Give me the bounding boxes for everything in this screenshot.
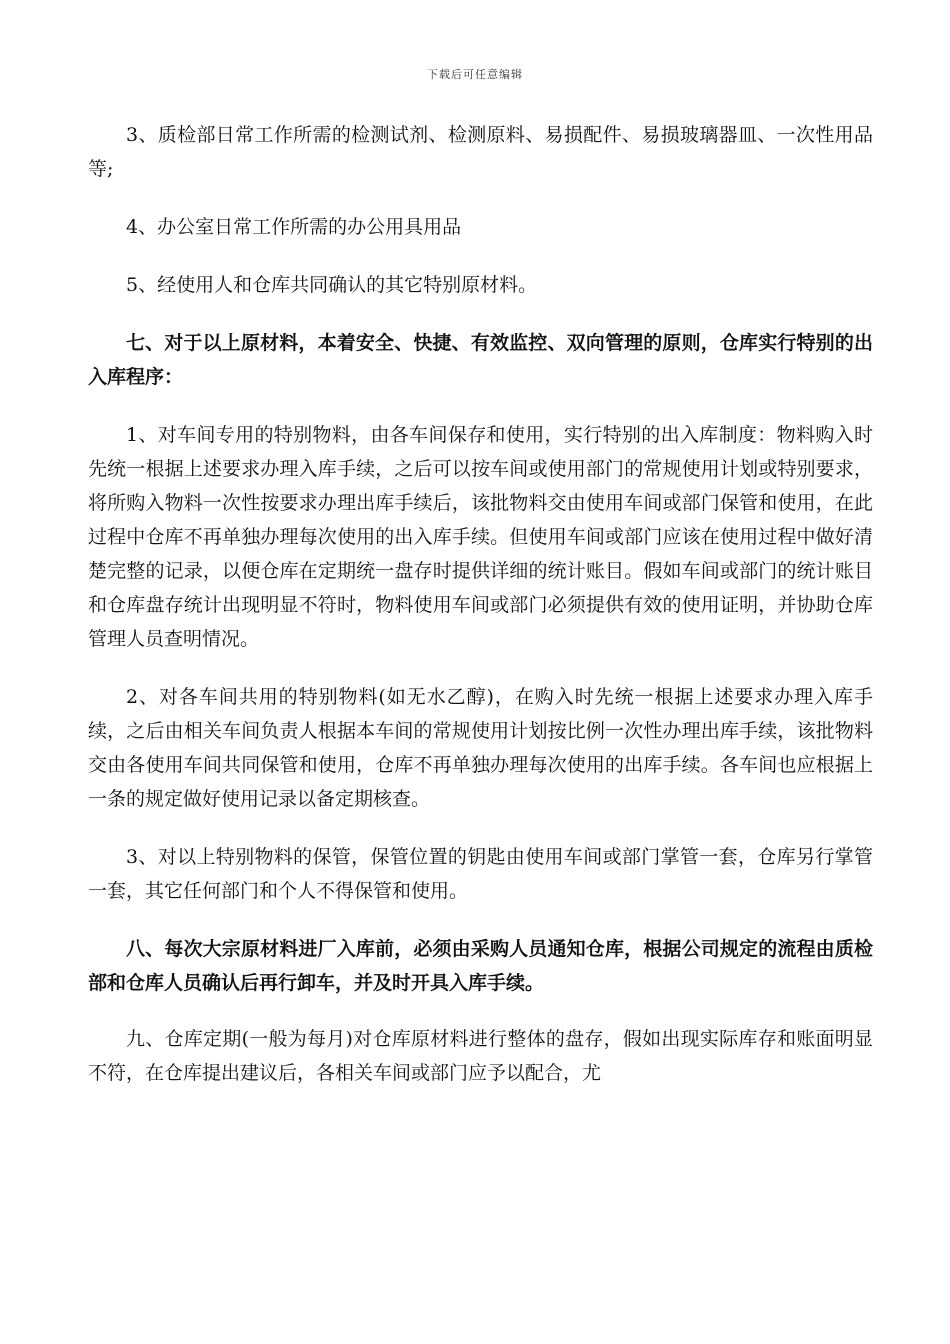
document-body [88, 118, 873, 1114]
paragraph-workshop-dedicated: 1、对车间专用的特别物料，由各车间保存和使用，实行特别的出入库制度：物料购入时先统一根据上述要求办理入库手续，之后可以按车间或使用部门的常规使用计划或特别要求，将所购入物料一次性按要求办理出库手续后，该批物料交由使用车间或部门保管和使用，在此过程中仓库不再单独办理每次使用的出入库手续。但使用车间或部门应该在使用过程中做好清楚完整的记录，以便仓库在定期统一盘存时提供详细的统计账目。假如车间或部门的统计账目和仓库盘存统计出现明显不符时，物料使用车间或部门必须提供有效的使用证明，并协助仓库管理人员查明情况。 [88, 424, 873, 650]
paragraph-section-nine: 九、仓库定期(一般为每月)对仓库原材料进行整体的盘存，假如出现实际库存和账面明显不符，在仓库提出建议后，各相关车间或部门应予以配合，尤 [88, 1028, 873, 1084]
paragraph-item-4: 4、办公室日常工作所需的办公用具用品 [126, 216, 462, 238]
section-heading-seven: 七、对于以上原材料，本着安全、快捷、有效监控、双向管理的原则，仓库实行特别的出入库程序： [88, 332, 873, 388]
paragraph-item-5: 5、经使用人和仓库共同确认的其它特别原材料。 [126, 274, 538, 296]
paragraph-workshop-shared: 2、对各车间共用的特别物料(如无水乙醇)，在购入时先统一根据上述要求办理入库手续，之后由相关车间负责人根据本车间的常规使用计划按比例一次性办理出库手续，该批物料交由各使用车间共同保管和使用，仓库不再单独办理每次使用的出库手续。各车间也应根据上一条的规定做好使用记录以备定期核查。 [88, 686, 873, 810]
paragraph-key-custody: 3、对以上特别物料的保管，保管位置的钥匙由使用车间或部门掌管一套，仓库另行掌管一套，其它任何部门和个人不得保管和使用。 [88, 846, 873, 902]
page-header-note: 下载后可任意编辑 [427, 68, 523, 81]
section-heading-eight: 八、每次大宗原材料进厂入库前，必须由采购人员通知仓库，根据公司规定的流程由质检部和仓库人员确认后再行卸车，并及时开具入库手续。 [88, 938, 873, 994]
paragraph-item-3: 3、质检部日常工作所需的检测试剂、检测原料、易损配件、易损玻璃器皿、一次性用品等; [88, 124, 873, 180]
